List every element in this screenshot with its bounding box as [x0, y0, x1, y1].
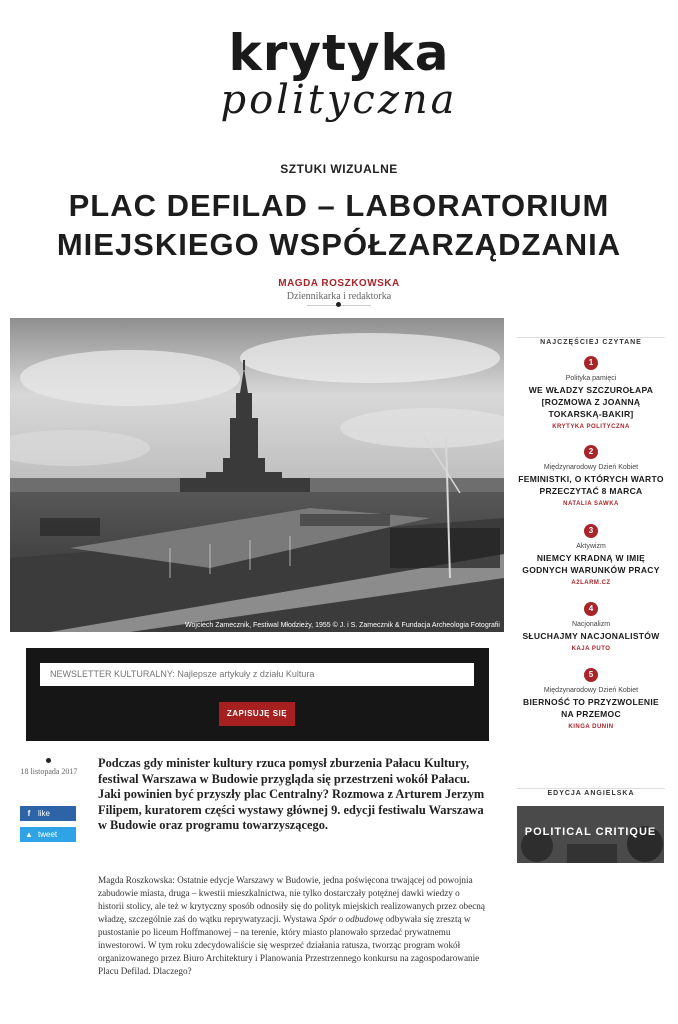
logo-line-1: krytyka: [228, 24, 450, 82]
popular-item[interactable]: [517, 668, 665, 730]
article-body-part-2: odbywała się zresztą w pustostanie po liceum Hoffmanowej – na terenie, który miasto planowało sprzedać prywatnemu inwestorowi. W tym roku zdecydowaliście się wesprzeć działania ratusza, tworząc program wokół organizowanego przez Biuro Architektury i Planowania Przestrzennego konkursu na zagospodarowanie Placu Defilad. Dlaczego?: [98, 914, 480, 976]
popular-item-category[interactable]: Międzynarodowy Dzień Kobiet: [543, 464, 639, 471]
popular-item-author[interactable]: NATALIA SAWKA: [563, 501, 619, 507]
popular-item-title[interactable]: FEMINISTKI, O KTÓRYCH WARTO PRZECZYTAĆ 8 MARCA: [518, 474, 664, 496]
facebook-label: like: [38, 809, 51, 818]
popular-item-category[interactable]: Nacjonalizm: [571, 621, 611, 628]
hero-image: [10, 318, 504, 632]
political-critique-banner[interactable]: [517, 806, 664, 863]
logo-line-2: polityczna: [220, 77, 458, 123]
popular-item-title[interactable]: NIEMCY KRADNĄ W IMIĘ GODNYCH WARUNKÓW PRACY: [522, 553, 660, 575]
popular-item-title[interactable]: WE WŁADZY SZCZUROŁAPA [ROZMOWA Z JOANNĄ TOKARSKĄ-BAKIR]: [528, 385, 654, 419]
author-role: Dziennikarka i redaktorka: [286, 291, 392, 302]
sidebar: [517, 318, 665, 797]
article-category[interactable]: SZTUKI WIZUALNE: [280, 162, 398, 176]
hero-caption: Wojciech Zamecznik, Festiwal Młodzieży, 1955 © J. i S. Zamecznik & Fundacja Archeologia Fotografii: [185, 622, 500, 629]
popular-item-category[interactable]: Polityka pamięci: [565, 375, 617, 382]
banner-text: POLITICAL CRITIQUE: [524, 826, 657, 838]
date-dot: [46, 758, 51, 763]
newsletter-box: [26, 648, 489, 741]
author-divider-dot: [336, 302, 341, 307]
popular-item-title[interactable]: BIERNOŚĆ TO PRZYZWOLENIE NA PRZEMOC: [523, 697, 659, 719]
facebook-like-button[interactable]: [20, 806, 76, 821]
article-date: 18 listopada 2017: [20, 767, 78, 776]
popular-item[interactable]: [517, 602, 665, 652]
newsletter-email-input[interactable]: [40, 663, 474, 686]
popular-item[interactable]: [517, 524, 665, 586]
popular-rank-badge: 4: [584, 602, 598, 616]
popular-item-category[interactable]: Aktywizm: [576, 543, 606, 550]
popular-rank-badge: 2: [584, 445, 598, 459]
hero-photo-illustration: [10, 318, 504, 632]
popular-item-category[interactable]: Międzynarodowy Dzień Kobiet: [543, 687, 639, 694]
popular-heading-label: NAJCZĘŚCIEJ CZYTANE: [534, 339, 648, 346]
popular-item-title[interactable]: SŁUCHAJMY NACJONALISTÓW: [522, 631, 660, 641]
twitter-bird-icon: ▲: [25, 830, 33, 839]
site-logo[interactable]: [0, 24, 678, 124]
article-body-part-1: Magda Roszkowska: Ostatnie edycje Warszawy w Budowie, jedna poświęcona trwającej od powojnia zabudowie miasta, druga – kwestii mieszkalnictwa, nie tylko dostarczały potężnej dawki wiedzy o historii stolicy, ale też w krytyczny sposób odnosiły się do polityk miejskich realizowanych przez obecną władzę, szczególnie zaś do wątku reprywatyzacji. Wystawa: [98, 875, 485, 924]
popular-item-author[interactable]: KINGA DUNIN: [568, 724, 614, 730]
popular-rank-badge: 5: [584, 668, 598, 682]
popular-item[interactable]: [517, 445, 665, 507]
twitter-label: tweet: [38, 830, 58, 839]
facebook-icon: f: [27, 809, 31, 818]
popular-item-author[interactable]: A2LARM.CZ: [571, 580, 611, 586]
article-title: PLAC DEFILAD – LABORATORIUM MIEJSKIEGO WSPÓŁZARZĄDZANIA: [56, 188, 622, 262]
exhibition-title: Spór o odbudowę: [318, 914, 384, 924]
popular-heading: [517, 331, 665, 346]
author-name[interactable]: MAGDA ROSZKOWSKA: [278, 278, 400, 289]
article-lead: Podczas gdy minister kultury rzuca pomysł zburzenia Pałacu Kultury, festiwal Warszawa w Budowie przygląda się przestrzeni wokół Pałacu. Jaki powinien być przyszły plac Centralny? Rozmowa z Arturem Jerzym Filipem, kuratorem części wystawy głównej 9. edycji festiwalu Warszawa w Budowie oraz programu towarzyszącego.: [98, 756, 485, 832]
popular-item-author[interactable]: KAJA PUTO: [571, 646, 611, 652]
english-edition-heading: [517, 782, 665, 797]
popular-rank-badge: 1: [584, 356, 598, 370]
popular-item-author[interactable]: KRYTYKA POLITYCZNA: [552, 424, 630, 430]
english-edition-heading-label: EDYCJA ANGIELSKA: [541, 790, 640, 797]
twitter-tweet-button[interactable]: [20, 827, 76, 842]
newsletter-subscribe-button[interactable]: ZAPISUJĘ SIĘ: [219, 702, 295, 726]
popular-rank-badge: 3: [584, 524, 598, 538]
article-body: [98, 874, 488, 978]
popular-item[interactable]: [517, 356, 665, 430]
